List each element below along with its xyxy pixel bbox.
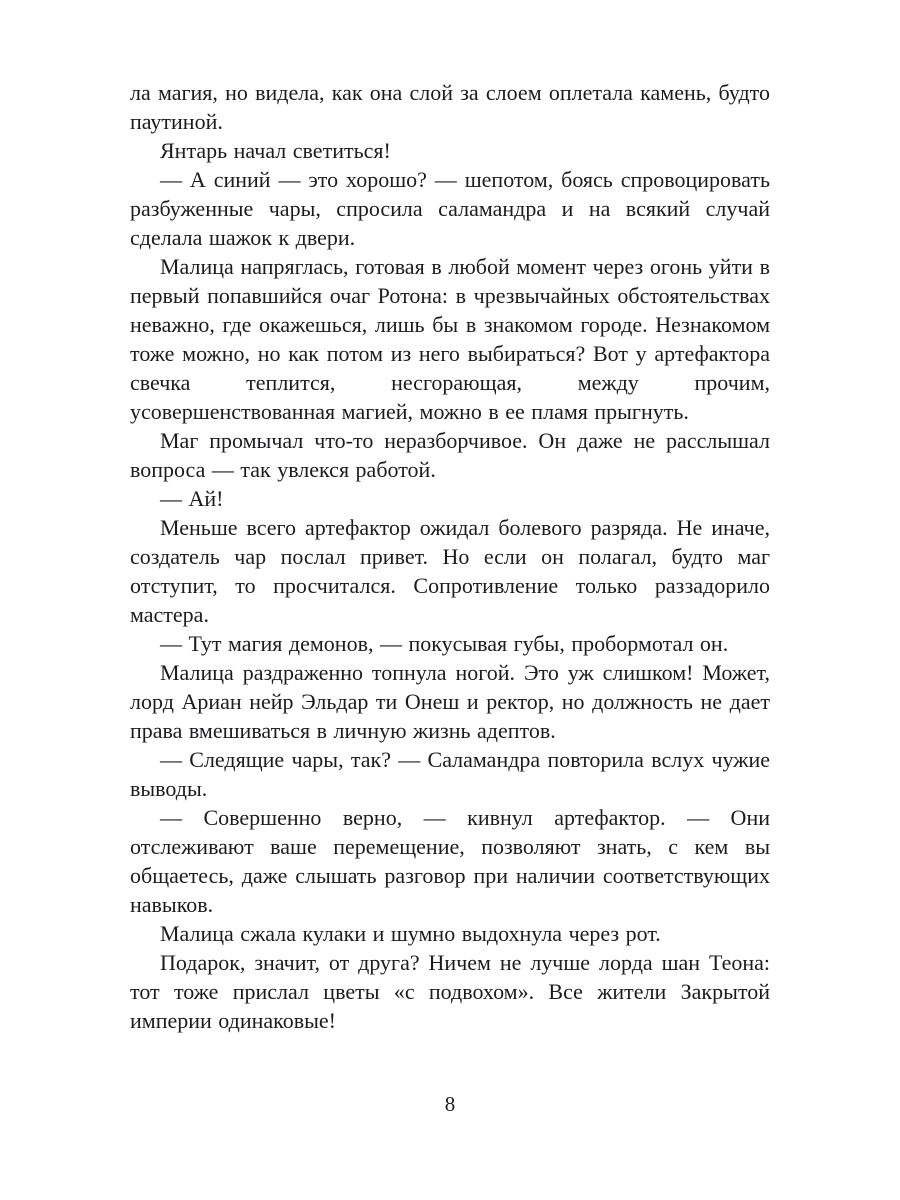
page-number: 8 xyxy=(444,1092,456,1116)
paragraph: Малица напряглась, готовая в любой момент через огонь уйти в первый попавшийся очаг Ротона: в чрезвычайных обстоятельствах неважно, где окажешься, лишь бы в знакомом городе. Незнакомом тоже можно, но как потом из него выбираться? Вот у артефактора свечка теплится, несгорающая, между прочим, усовершенствованная магией, можно в ее пламя прыгнуть. xyxy=(130,254,770,424)
paragraph: Малица сжала кулаки и шумно выдохнула через рот. xyxy=(160,921,661,946)
paragraph: Янтарь начал светиться! xyxy=(160,138,391,163)
paragraph: ла магия, но видела, как она слой за слоем оплетала камень, будто паутиной. xyxy=(130,80,770,134)
paragraph: — Следящие чары, так? — Саламандра повторила вслух чужие выводы. xyxy=(130,747,770,801)
paragraph: — Совершенно верно, — кивнул артефактор. — Они отслеживают ваше перемещение, позволяют знать, с кем вы общаетесь, даже слышать разговор при наличии соответствующих навыков. xyxy=(130,805,770,917)
paragraph: — А синий — это хорошо? — шепотом, боясь спровоцировать разбуженные чары, спросила саламандра и на всякий случай сделала шажок к двери. xyxy=(130,167,770,250)
paragraph: — Тут магия демонов, — покусывая губы, пробормотал он. xyxy=(160,631,729,656)
paragraph: Меньше всего артефактор ожидал болевого разряда. Не иначе, создатель чар послал привет. Но если он полагал, будто маг отступит, то просчитался. Сопротивление только раззадорило мастера. xyxy=(130,515,770,627)
paragraph: Маг промычал что-то неразборчивое. Он даже не расслышал вопроса — так увлекся работой. xyxy=(130,428,770,482)
paragraph: — Ай! xyxy=(160,486,224,511)
page-text xyxy=(130,78,770,1035)
paragraph: Малица раздраженно топнула ногой. Это уж слишком! Может, лорд Ариан нейр Эльдар ти Онеш и ректор, но должность не дает права вмешиваться в личную жизнь адептов. xyxy=(130,660,770,743)
paragraph: Подарок, значит, от друга? Ничем не лучше лорда шан Теона: тот тоже прислал цветы «с подвохом». Все жители Закрытой империи одинаковые! xyxy=(130,950,770,1033)
